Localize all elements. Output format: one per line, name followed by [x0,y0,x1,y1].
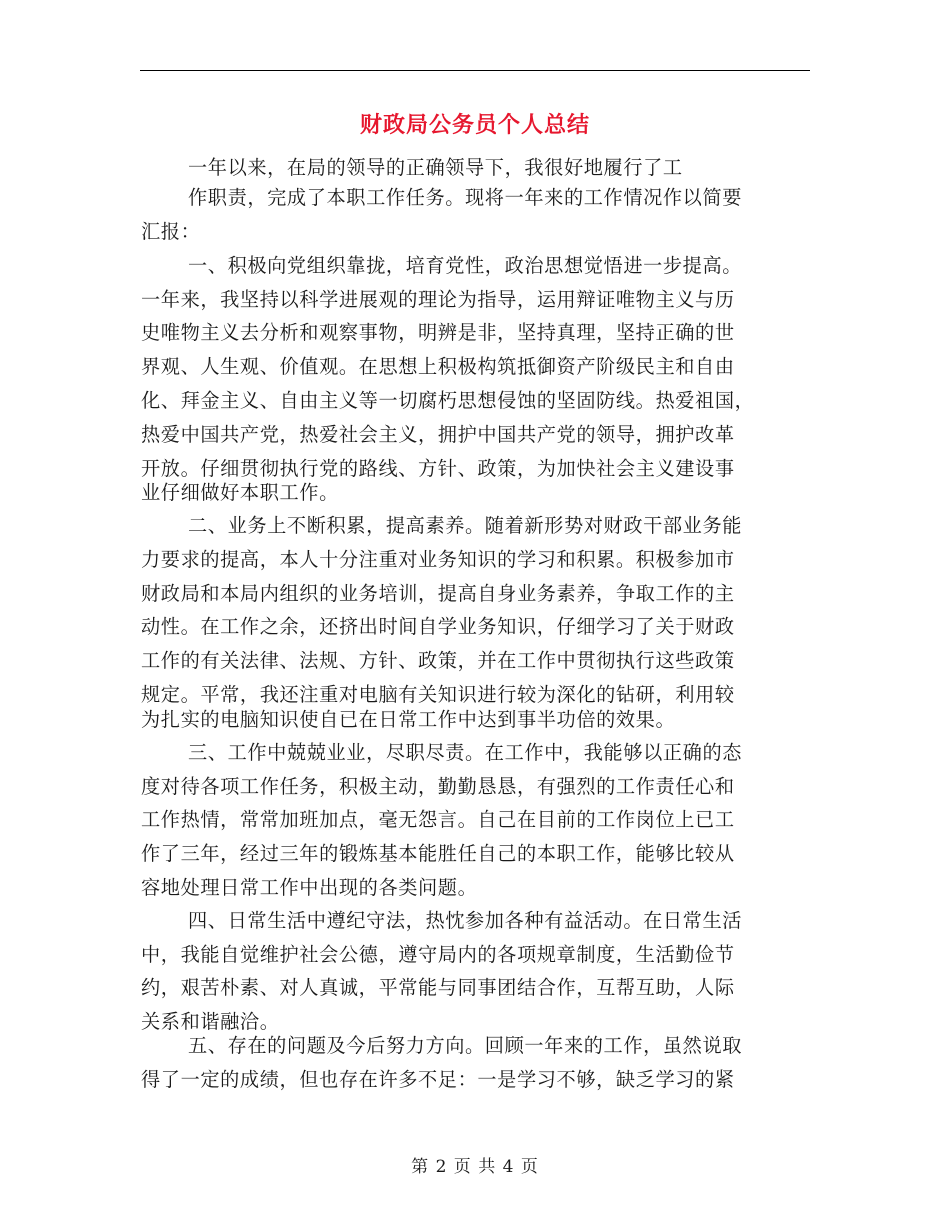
body-line: 业仔细做好本职工作。 [141,481,339,504]
body-line: 五、存在的问题及今后努力方向。回顾一年来的工作，虽然说取 [188,1034,743,1057]
footer-suffix: 页 [520,1157,539,1177]
footer-middle: 页 共 [453,1157,497,1177]
body-line: 度对待各项工作任务，积极主动，勤勤恳恳，有强烈的工作责任心和 [141,775,735,798]
body-line: 三、工作中兢兢业业，尽职尽责。在工作中，我能够以正确的态 [188,741,743,764]
body-line: 财政局和本局内组织的业务培训，提高自身业务素养，争取工作的主 [141,582,735,605]
body-line: 中，我能自觉维护社会公德，遵守局内的各项规章制度，生活勤俭节 [141,943,735,966]
body-line: 一年以来，在局的领导的正确领导下，我很好地履行了工 [188,156,683,179]
body-line: 得了一定的成绩，但也存在许多不足：一是学习不够，缺乏学习的紧 [141,1068,735,1091]
body-line: 汇报： [141,220,201,243]
body-line: 工作的有关法律、法规、方针、政策，并在工作中贯彻执行这些政策 [141,649,735,672]
footer-total-pages: 4 [502,1157,515,1177]
body-line: 规定。平常，我还注重对电脑有关知识进行较为深化的钻研，利用较 [141,683,735,706]
body-line: 史唯物主义去分析和观察事物，明辨是非，坚持真理，坚持正确的世 [141,321,735,344]
footer-page-number: 2 [435,1157,448,1177]
body-line: 二、业务上不断积累，提高素养。随着新形势对财政干部业务能 [188,514,743,537]
body-line: 热爱中国共产党，热爱社会主义，拥护中国共产党的领导，拥护改革 [141,423,735,446]
footer-prefix: 第 [411,1157,430,1177]
document-title: 财政局公务员个人总结 [359,112,590,138]
page-footer [0,1152,950,1177]
body-line: 容地处理日常工作中出现的各类问题。 [141,876,478,899]
body-line: 作职责，完成了本职工作任务。现将一年来的工作情况作以简要 [188,186,743,209]
header-rule [140,70,810,71]
body-line: 四、日常生活中遵纪守法，热忱参加各种有益活动。在日常生活 [188,909,743,932]
body-line: 约，艰苦朴素、对人真诚，平常能与同事团结合作，互帮互助，人际 [141,976,735,999]
body-line: 开放。仔细贯彻执行党的路线、方针、政策，为加快社会主义建设事 [141,457,735,480]
body-line: 作了三年，经过三年的锻炼基本能胜任自己的本职工作，能够比较从 [141,842,735,865]
body-line: 力要求的提高，本人十分注重对业务知识的学习和积累。积极参加市 [141,548,735,571]
body-line: 为扎实的电脑知识使自已在日常工作中达到事半功倍的效果。 [141,708,676,731]
body-line: 动性。在工作之余，还挤出时间自学业务知识，仔细学习了关于财政 [141,615,735,638]
body-line: 一、积极向党组织靠拢，培育党性，政治思想觉悟进一步提高。 [188,254,743,277]
body-line: 关系和谐融洽。 [141,1010,280,1033]
body-line: 一年来，我坚持以科学进展观的理论为指导，运用辩证唯物主义与历 [141,288,735,311]
body-line: 化、拜金主义、自由主义等一切腐朽思想侵蚀的坚固防线。热爱祖国， [141,389,755,412]
body-line: 工作热情，常常加班加点，毫无怨言。自己在目前的工作岗位上已工 [141,808,735,831]
body-line: 界观、人生观、价值观。在思想上积极构筑抵御资产阶级民主和自由 [141,355,735,378]
